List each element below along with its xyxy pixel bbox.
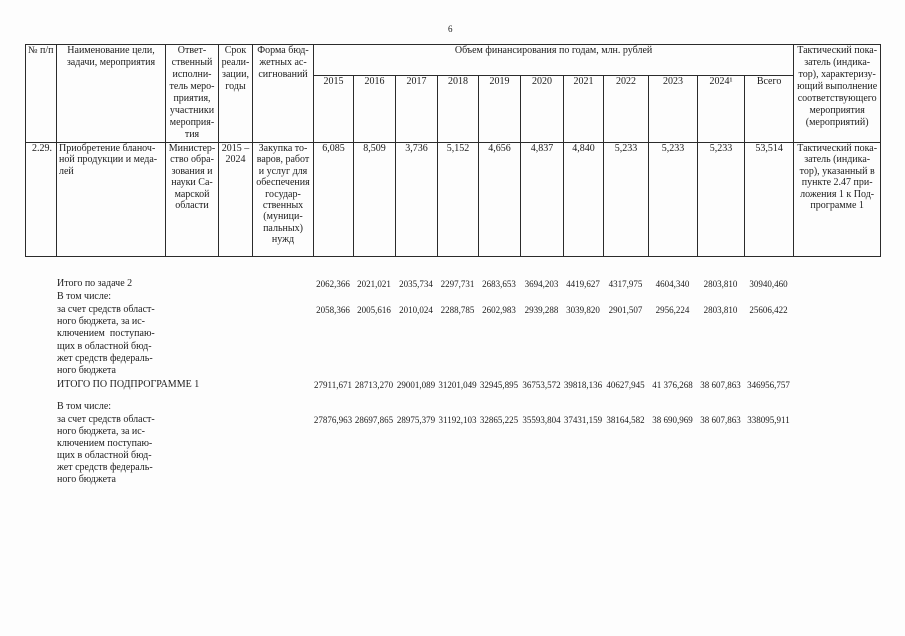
page-number: 6 (448, 24, 453, 34)
subprogram-regional-value-total: 338095,911 (747, 415, 790, 425)
task2-total-value-2018: 2297,731 (440, 279, 475, 289)
subprogram-total-value-2015: 27911,671 (314, 380, 352, 390)
task2-regional-value-2016: 2005,616 (357, 305, 391, 315)
subprogram-regional-value-2019: 32865,225 (479, 415, 519, 425)
row-value-total: 53,514 (745, 143, 794, 257)
subprogram-total-value-2018: 31201,049 (438, 380, 477, 390)
task2-total-value-2024: 2803,810 (703, 279, 738, 289)
subprogram-total-value-2022: 40627,945 (606, 380, 645, 390)
header-year-2022: 2022 (604, 76, 649, 143)
subprogram-total-label: ИТОГО ПО ПОДПРОГРАММЕ 1 (57, 379, 200, 390)
row-value-2021: 4,840 (564, 143, 604, 257)
subprogram-regional-value-2017: 28975,379 (396, 415, 436, 425)
row-value-2022: 5,233 (604, 143, 649, 257)
row-value-2016: 8,509 (354, 143, 396, 257)
subprogram-total-row (25, 379, 880, 391)
header-term: Срок реали- зации, годы (219, 45, 253, 143)
task2-total-value-2015: 2062,366 (316, 279, 350, 289)
subprogram-regional-value-2023: 38 690,969 (652, 415, 693, 425)
header-year-2021: 2021 (564, 76, 604, 143)
row-indicator: Тактический пока- затель (индика- тор), указанный в пункте 2.47 при- ложения 1 к Под- программе 1 (794, 143, 881, 257)
subprogram-regional-value-2016: 28697,865 (354, 415, 394, 425)
row-name: Приобретение бланоч- ной продукции и меда- лей (57, 143, 166, 257)
row-form: Закупка то- варов, работ и услуг для обеспечения государ- ственных (муници- пальных) нужд (253, 143, 314, 257)
task2-regional-value-2020: 2939,288 (524, 305, 559, 315)
subprogram-total-value-total: 346956,757 (747, 380, 790, 390)
task2-total-value-2023: 4604,340 (655, 279, 690, 289)
subprogram-regional-value-2018: 31192,103 (438, 415, 477, 425)
task2-regional-label: за счет средств област- ного бюджета, за ис- ключением поступаю- щих в областной бюд- жет средств федераль- ного бюджета (57, 304, 155, 377)
funding-table (25, 44, 881, 257)
task2-total-value-2022: 4317,975 (608, 279, 643, 289)
subprogram-regional-value-2021: 37431,159 (563, 415, 603, 425)
task2-regional-value-2021: 3039,820 (566, 305, 600, 315)
header-year-2018: 2018 (438, 76, 479, 143)
task2-regional-row (25, 304, 880, 377)
row-value-2017: 3,736 (396, 143, 438, 257)
header-indicator: Тактический пока- затель (индика- тор), характеризу- ющий выполнение соответствующего мероприятия (мероприятий) (794, 45, 881, 143)
row-term: 2015 – 2024 (219, 143, 253, 257)
task2-regional-value-2022: 2901,507 (608, 305, 643, 315)
subprogram-regional-value-2015: 27876,963 (313, 415, 353, 425)
task2-regional-value-2023: 2956,224 (655, 305, 690, 315)
subprogram-total-value-2023: 41 376,268 (652, 380, 693, 390)
row-value-2023: 5,233 (649, 143, 698, 257)
task2-regional-value-2017: 2010,024 (399, 305, 433, 315)
header-funding: Объем финансирования по годам, млн. рублей (314, 45, 794, 76)
row-value-2015: 6,085 (314, 143, 354, 257)
header-year-2020: 2020 (521, 76, 564, 143)
header-number: № п/п (26, 45, 57, 143)
subprogram-regional-value-2020: 35593,804 (522, 415, 561, 425)
row-value-2020: 4,837 (521, 143, 564, 257)
subprogram-including-label: В том числе: (57, 401, 112, 412)
task2-total-value-2016: 2021,021 (357, 279, 391, 289)
task2-regional-value-2015: 2058,366 (316, 305, 350, 315)
header-name: Наименование цели, задачи, мероприятия (57, 45, 166, 143)
row-value-2019: 4,656 (479, 143, 521, 257)
subprogram-total-value-2024: 38 607,863 (700, 380, 741, 390)
header-year-2019: 2019 (479, 76, 521, 143)
subprogram-regional-row (25, 414, 880, 486)
header-total: Всего (745, 76, 794, 143)
header-form: Форма бюд- жетных ас- сигнований (253, 45, 314, 143)
header-year-2017: 2017 (396, 76, 438, 143)
task2-including-label: В том числе: (57, 291, 112, 302)
row-value-2018: 5,152 (438, 143, 479, 257)
task2-regional-value-2019: 2602,983 (482, 305, 516, 315)
task2-total-value-2021: 4419,627 (566, 279, 600, 289)
task2-total-row (25, 278, 880, 290)
header-year-2015: 2015 (314, 76, 354, 143)
subprogram-total-value-2020: 36753,572 (522, 380, 561, 390)
header-year-2024: 2024¹ (698, 76, 745, 143)
subprogram-regional-label: за счет средств област- ного бюджета, за ис- ключением поступаю- щих в областной бюд- жет средств федераль- ного бюджета (57, 414, 155, 485)
subprogram-total-value-2017: 29001,089 (396, 380, 436, 390)
subprogram-including-row (25, 401, 880, 413)
task2-total-value-2020: 3694,203 (524, 279, 559, 289)
subprogram-regional-value-2022: 38164,582 (606, 415, 645, 425)
task2-total-value-2017: 2035,734 (399, 279, 433, 289)
subprogram-regional-value-2024: 38 607,863 (700, 415, 741, 425)
header-responsible: Ответ- ственный исполни- тель меро- приятия, участники мероприя- тия (166, 45, 219, 143)
header-row (26, 45, 881, 76)
task2-including-row (25, 291, 880, 303)
header-year-2016: 2016 (354, 76, 396, 143)
subprogram-total-value-2019: 32945,895 (479, 380, 519, 390)
row-value-2024: 5,233 (698, 143, 745, 257)
subprogram-total-value-2016: 28713,270 (354, 380, 394, 390)
task2-total-label: Итого по задаче 2 (57, 278, 133, 289)
task2-total-value-2019: 2683,653 (482, 279, 516, 289)
subprogram-total-value-2021: 39818,136 (563, 380, 603, 390)
task2-total-value-total: 30940,460 (749, 279, 788, 289)
task2-regional-value-total: 25606,422 (749, 305, 788, 315)
header-year-2023: 2023 (649, 76, 698, 143)
task2-regional-value-2024: 2803,810 (703, 305, 738, 315)
table-row (26, 143, 881, 257)
task2-regional-value-2018: 2288,785 (440, 305, 475, 315)
row-responsible: Министер- ство обра- зования и науки Са- марской области (166, 143, 219, 257)
row-number: 2.29. (26, 143, 57, 257)
